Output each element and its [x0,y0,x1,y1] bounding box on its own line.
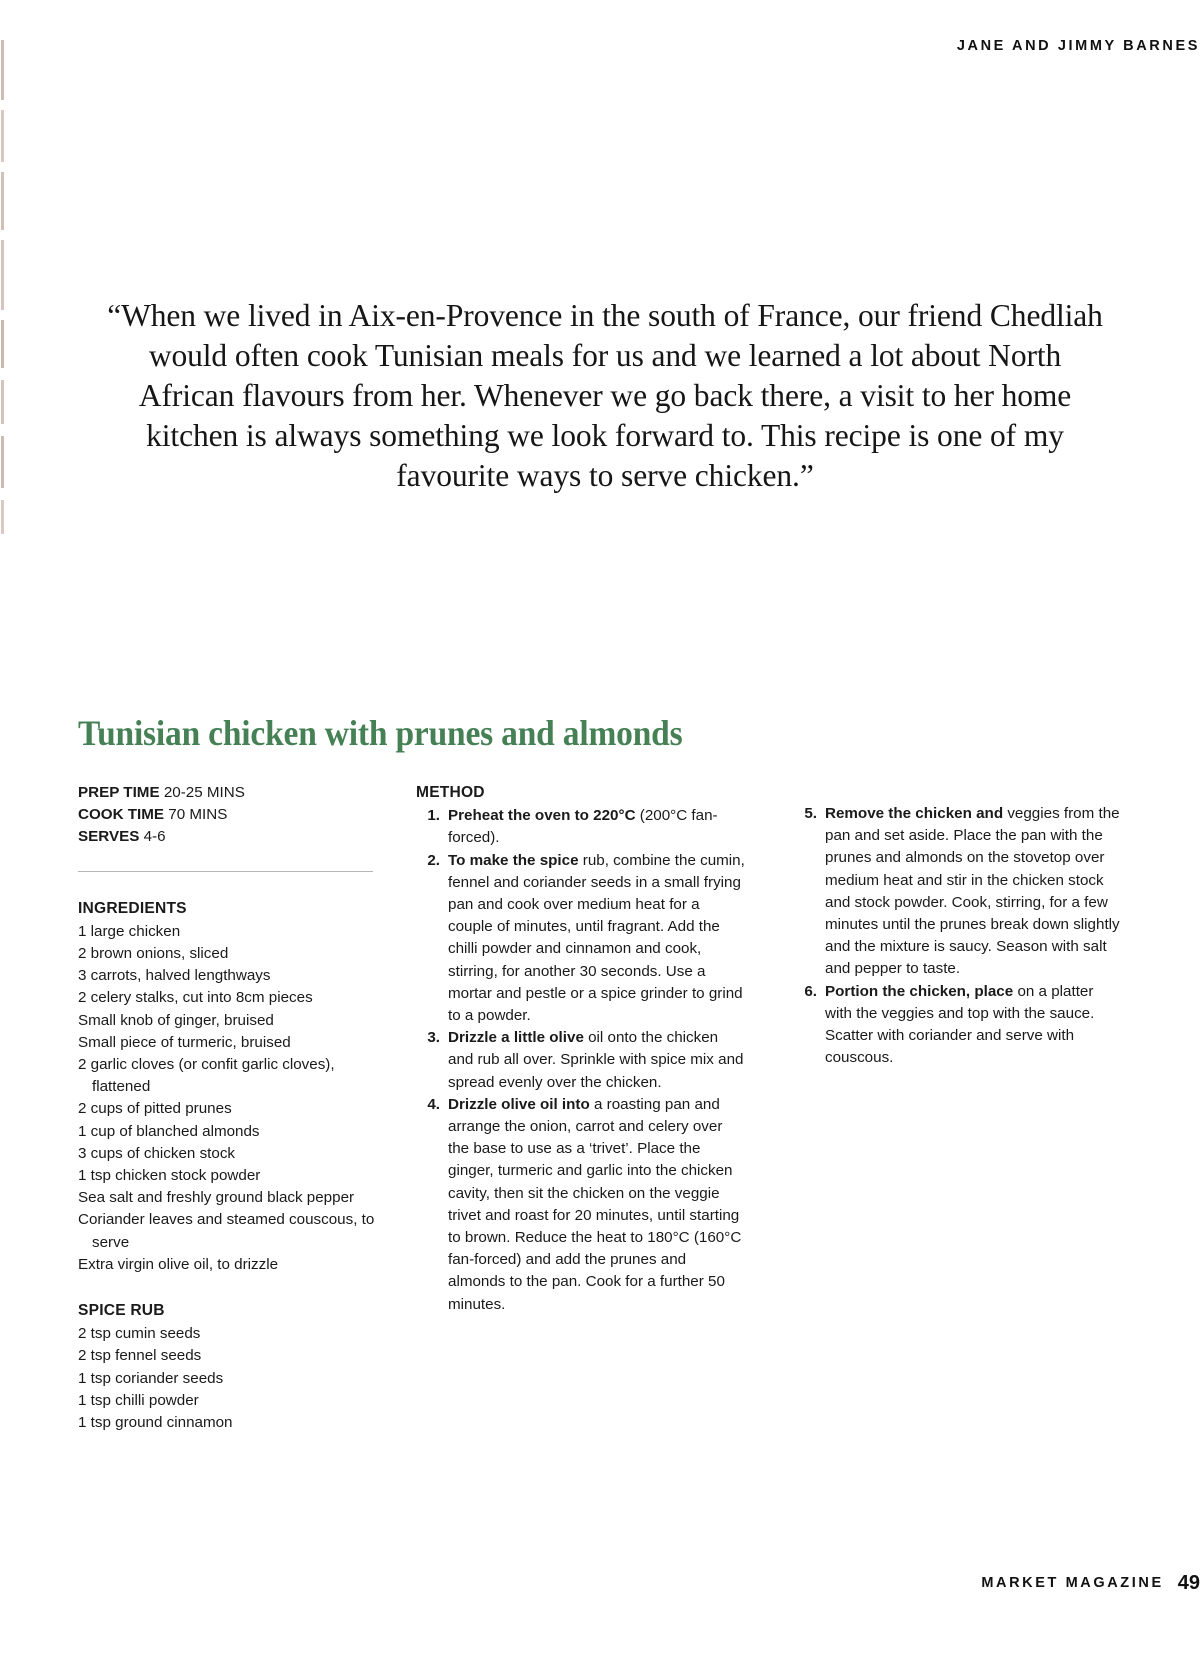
list-item: 1 tsp chicken stock powder [78,1167,261,1185]
step-number: 5. [804,805,817,822]
cook-time-value: 70 MINS [168,806,228,824]
step-text: a roasting pan and arrange the onion, carrot and celery over the base to use as a ‘trivet’. Place the ginger, turmeric and garlic into the chicken cavity, then sit the chicken on the veggie trivet and roast for 20 minutes, until starting to brown. Reduce the heat to 180°C (160°C fan-forced) and add the prunes and almonds to the pan. Cook for a further 50 minutes. [448,1095,742,1313]
cook-time-line [78,804,378,826]
method-column-two [793,803,1123,1069]
step-number: 6. [804,982,817,1000]
method-step [793,981,1123,1070]
step-lead: Drizzle a little olive [448,1029,584,1047]
step-lead: Remove the chicken and [825,805,1004,822]
step-number: 4. [427,1095,440,1113]
list-item: Small knob of ginger, bruised [78,1011,274,1029]
step-text: on a platter with the veggies and top with the sauce. Scatter with coriander and serve with couscous. [825,982,1095,1067]
method-step [416,1027,746,1094]
serves-value: 4-6 [143,828,166,846]
ingredients-column [78,782,378,1434]
list-item: 1 tsp coriander seeds [78,1369,224,1387]
method-step [793,803,1123,981]
method-heading: METHOD [416,784,485,801]
list-item: 2 tsp cumin seeds [78,1325,201,1343]
method-steps-list-continued [793,803,1123,1069]
list-item: Sea salt and freshly ground black pepper [78,1189,355,1207]
step-text: veggies from the pan and set aside. Place the pan with the prunes and almonds on the stovetop over medium heat and stir in the chicken stock and stock powder. Cook, stirring, for a few minutes until the prunes break down slightly and the mixture is saucy. Season with salt and pepper to taste. [825,805,1120,978]
step-lead: To make the spice [448,851,579,869]
list-item: 1 large chicken [78,922,181,940]
list-item: Small piece of turmeric, bruised [78,1033,291,1051]
list-item: 1 cup of blanched almonds [78,1122,260,1140]
method-steps-list [416,805,746,1316]
step-lead: Drizzle olive oil into [448,1095,590,1113]
list-item: 2 garlic cloves (or confit garlic cloves), flattened [78,1056,335,1096]
step-lead: Portion the chicken, place [825,982,1014,1000]
prep-time-label: PREP TIME [78,784,160,801]
page-title: Tunisian chicken with prunes and almonds [78,713,683,753]
method-step [416,805,746,849]
list-item: 1 tsp ground cinnamon [78,1414,233,1432]
pull-quote: “When we lived in Aix-en-Provence in the south of France, our friend Chedliah would often cook Tunisian meals for us and we learned a lot about North African flavours from her. Whenever we go back there, a visit to her home kitchen is always something we look forward to. This recipe is one of my favourite ways to serve chicken.” [107,298,1103,493]
step-number: 2. [427,851,440,869]
step-text: rub, combine the cumin, fennel and coriander seeds in a small frying pan and cook over medium heat for a couple of minutes, until fragrant. Add the chilli powder and cinnamon and cook, stirring, for another 30 seconds. Use a mortar and pestle or a spice grinder to grind to a powder. [448,851,745,1025]
step-number: 3. [427,1029,440,1047]
ingredients-list [78,921,378,1276]
running-head: JANE AND JIMMY BARNES [956,38,1200,54]
section-spacer [78,1276,378,1300]
ingredients-heading: INGREDIENTS [78,899,187,917]
spice-rub-list [78,1323,378,1434]
step-text: oil onto the chicken and rub all over. Sprinkle with spice mix and spread evenly over the chicken. [448,1029,744,1091]
list-item: 2 celery stalks, cut into 8cm pieces [78,989,313,1007]
step-text: (200°C fan-forced). [448,807,718,847]
list-item: Coriander leaves and steamed couscous, to serve [78,1211,375,1251]
divider [78,871,373,872]
step-lead: Preheat the oven to 220°C [448,807,636,825]
list-item: 2 brown onions, sliced [78,945,229,963]
method-column-one [416,782,746,1316]
list-item: 2 tsp fennel seeds [78,1347,202,1365]
list-item: 1 tsp chilli powder [78,1391,199,1409]
page-footer [981,1572,1200,1594]
list-item: Extra virgin olive oil, to drizzle [78,1255,279,1273]
page-number: 49 [1177,1572,1200,1594]
serves-line [78,826,378,848]
step-number: 1. [427,807,440,825]
prep-time-value: 20-25 MINS [163,784,245,801]
list-item: 2 cups of pitted prunes [78,1100,232,1118]
spice-rub-heading: SPICE RUB [78,1302,165,1320]
page-edge-bleed-marks [0,0,6,1663]
list-item: 3 carrots, halved lengthways [78,967,271,985]
list-item: 3 cups of chicken stock [78,1144,236,1162]
serves-label: SERVES [78,828,140,846]
magazine-name: MARKET MAGAZINE [981,1575,1164,1591]
cook-time-label: COOK TIME [78,806,165,824]
method-step [416,850,746,1028]
method-step [416,1094,746,1316]
prep-time-line [78,782,378,804]
